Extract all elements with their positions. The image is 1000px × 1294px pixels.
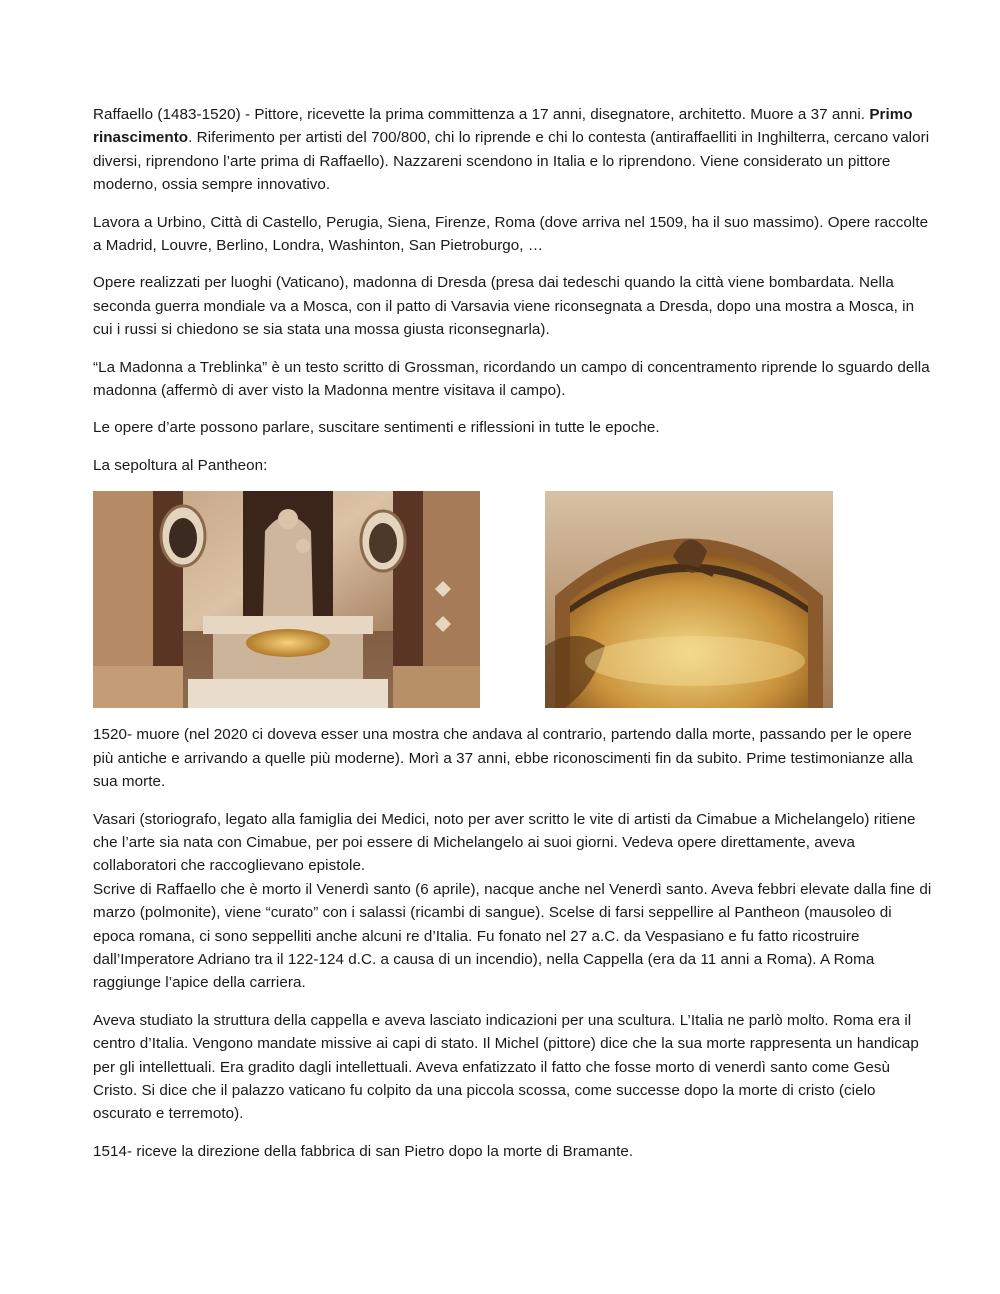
photo-tomb-arch [545,491,833,708]
paragraph-treblinka: “La Madonna a Treblinka” è un testo scritto di Grossman, ricordando un campo di concentramento riprende lo sguardo della madonna (affermò di aver visto la Madonna mentre visitava il campo). [93,358,930,400]
paragraph-1514: 1514- riceve la direzione della fabbrica di san Pietro dopo la morte di Bramante. [93,1142,634,1160]
paragraph-1520: 1520- muore (nel 2020 ci doveva esser una mostra che andava al contrario, partendo dalla morte, passando per le opere più antiche e arrivando a quelle più moderne). Morì a 37 anni, ebbe riconoscimenti fin da subito. Prime testimonianze alla sua morte. [93,726,913,791]
text-run: Scrive di Raffaello che è morto il Venerdì santo (6 aprile), nacque anche nel Venerdì santo. Aveva febbri elevate dalla fine di marzo (polmonite), viene “curato” con i salassi (ricambi di sangue). Scelse di farsi seppellire al Pantheon (mausoleo di epoca romana, ci sono seppelliti anche alcuni re d’Italia. Fu fonato nel 27 a.C. da Vespasiano e fu fatto ricostruire dall’Imperatore Adriano tra il 122-124 d.C. a causa di un incendio), nella Cappella (era da 11 anni a Roma). A Roma raggiunge l’apice della carriera. [93,880,932,992]
paragraph-cities: Lavora a Urbino, Città di Castello, Perugia, Siena, Firenze, Roma (dove arriva nel 1509, ha il suo massimo). Opere raccolte a Madrid, Louvre, Berlino, Londra, Washinton, San Pietroburgo, … [93,213,929,255]
text-run: . Riferimento per artisti del 700/800, chi lo riprende e chi lo contesta (antiraffaelliti in Inghilterra, cercano valori diversi, riprendono l’arte prima di Raffaello). Nazzareni scendono in Italia e lo riprendono. Viene considerato un pittore moderno, ossia sempre innovativo. [93,129,930,194]
document-page [93,103,933,1177]
paragraph-chapel: Aveva studiato la struttura della cappella e aveva lasciato indicazioni per una scultura. L’Italia ne parlò molto. Roma era il centro d’Italia. Vengono mandate missive ai capi di stato. Il Michel (pittore) dice che la sua morte rappresenta un handicap per gli intellettuali. Era gradito dagli intellettuali. Aveva enfatizzato il fatto che fosse morto di venerdì santo come Gesù Cristo. Si dice che il palazzo vaticano fu colpito da una piccola scossa, come successe dopo la morte di cristo (cielo oscurato e terremoto). [93,1011,919,1123]
paragraph-pantheon-heading: La sepoltura al Pantheon: [93,456,268,474]
bold-text-run: Primo rinascimento [93,106,913,147]
text-run: Vasari (storiografo, legato alla famiglia dei Medici, noto per aver scritto le vite di artisti da Cimabue a Michelangelo) ritiene che l’arte sia nata con Cimabue, per poi essere di Michelangelo ai suoi giorni. Vedeva opere direttamente, aveva collaboratori che raccoglievano epistole. [93,810,916,875]
photo-tomb-altar [93,491,480,708]
paragraph-vasari [93,808,933,995]
paragraph-art: Le opere d’arte possono parlare, suscitare sentimenti e riflessioni in tutte le epoche. [93,419,660,437]
paragraph-works: Opere realizzati per luoghi (Vaticano), madonna di Dresda (presa dai tedeschi quando la città viene bombardata. Nella seconda guerra mondiale va a Mosca, con il patto di Varsavia viene riconsegnata a Dresda, dopo una mostra a Mosca, in cui i russi si chiedono se sia stata una mossa giusta riconsegnarla). [93,274,915,339]
paragraph-intro [93,103,933,197]
text-run: Raffaello (1483-1520) - Pittore, ricevette la prima committenza a 17 anni, disegnatore, architetto. Muore a 37 anni. [93,106,870,123]
image-row [93,491,933,709]
